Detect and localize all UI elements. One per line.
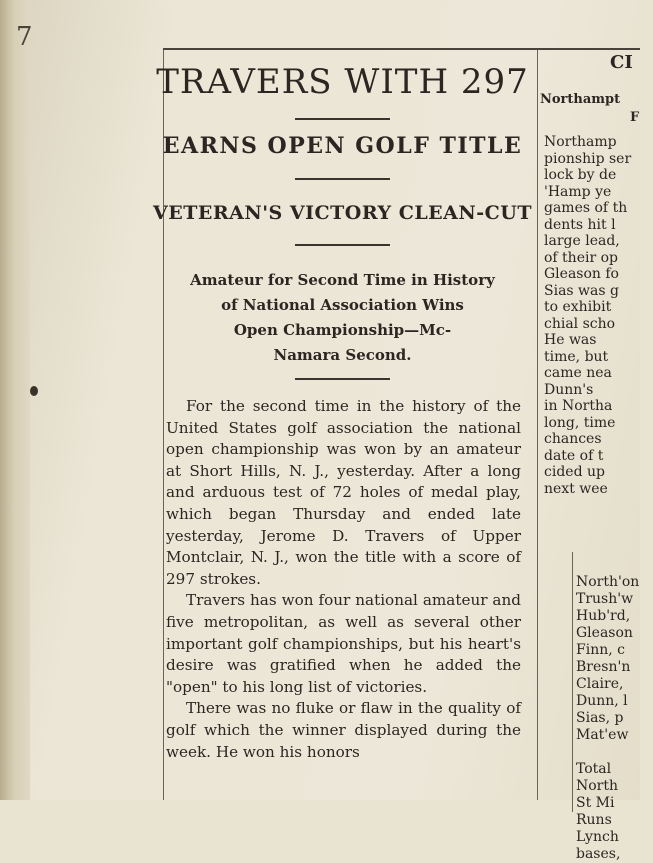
adjacent-line: games of th — [544, 200, 628, 216]
deck-3 — [150, 268, 535, 368]
adjacent-line: cided up — [544, 464, 605, 480]
adjacent-line: of their op — [544, 249, 618, 266]
adjacent-line: date of t — [544, 447, 604, 464]
adjacent-line: Finn, c — [576, 642, 625, 658]
adjacent-line: North — [576, 778, 619, 794]
headline: TRAVERS WITH 297 — [156, 62, 529, 102]
paragraph: There was no fluke or flaw in the quality of golf which the winner displayed during the week. He won his honors — [166, 699, 521, 761]
adjacent-line: large lead, — [544, 233, 620, 249]
article-column — [150, 52, 535, 763]
deck-3-line: Namara Second. — [273, 346, 412, 364]
adjacent-line: chances — [544, 431, 602, 447]
adjacent-line: He was — [544, 332, 597, 348]
adjacent-line: Dunn's — [544, 381, 594, 398]
top-column-rule — [163, 48, 640, 50]
adjacent-line: bases, — [576, 846, 621, 862]
adjacent-line: Claire, — [576, 676, 624, 692]
body-divider — [295, 378, 390, 380]
adjacent-line: 'Hamp ye — [544, 183, 612, 200]
adjacent-line: dents hit l — [544, 216, 616, 233]
deck-divider-2 — [295, 244, 390, 246]
center-column-rule — [537, 50, 538, 800]
adjacent-line: Sias, p — [576, 710, 624, 726]
box-score — [576, 574, 639, 863]
adjacent-line: Trush'w — [576, 591, 634, 607]
adjacent-line: Northamp — [544, 134, 617, 150]
adjacent-line: pionship ser — [544, 150, 632, 167]
adjacent-subhead-2: F — [630, 110, 640, 125]
deck-1: EARNS OPEN GOLF TITLE — [162, 133, 523, 159]
adjacent-heading: CI — [610, 52, 633, 73]
adjacent-line: chial scho — [544, 315, 616, 332]
deck-3-line: of National Association Wins — [221, 296, 464, 314]
adjacent-line: came nea — [544, 365, 612, 381]
handwritten-page-number: 7 — [16, 22, 33, 52]
adjacent-line: Total — [576, 761, 612, 777]
adjacent-line: in Northa — [544, 398, 613, 414]
adjacent-line — [576, 744, 639, 761]
deck-3-line: Open Championship—Mc- — [233, 321, 452, 339]
binding-hole — [30, 386, 38, 396]
adjacent-column — [540, 52, 640, 862]
adjacent-line: St Mi — [576, 795, 615, 811]
deck-3-line: Amateur for Second Time in History — [190, 271, 495, 289]
adjacent-text — [544, 134, 631, 497]
adjacent-subhead: Northampt — [540, 92, 621, 107]
adjacent-line: Sias was g — [544, 282, 619, 299]
adjacent-line: Gleason fo — [544, 266, 619, 282]
adjacent-line: Dunn, l — [576, 693, 628, 709]
paragraph: Travers has won four national amateur and five metropolitan, as well as several other important golf championships, but his heart's desire was gratified when he added the "open" to his long list of victories. — [166, 591, 521, 696]
article-body — [150, 396, 535, 763]
adjacent-line: long, time — [544, 414, 616, 431]
adjacent-line: Mat'ew — [576, 727, 629, 743]
adjacent-line: lock by de — [544, 167, 617, 183]
headline-divider — [295, 118, 390, 120]
adjacent-line: Hub'rd, — [576, 608, 631, 624]
adjacent-line: Bresn'n — [576, 659, 631, 675]
adjacent-line: North'on — [576, 574, 640, 590]
adjacent-line: Runs — [576, 812, 612, 828]
adjacent-line: Gleason — [576, 625, 633, 641]
adjacent-line: next wee — [544, 480, 608, 497]
adjacent-line: to exhibit — [544, 299, 612, 315]
adjacent-line: time, but — [544, 348, 609, 365]
paragraph: For the second time in the history of the United States golf association the national open championship was won by an amateur at Short Hills, N. J., yesterday. After a long and arduous test of 72 holes of medal play, which began Thursday and ended late yesterday, Jerome D. Travers of Upper Montclair, N. J., won the title with a score of 297 strokes. — [166, 397, 521, 588]
deck-divider-1 — [295, 178, 390, 180]
deck-2: VETERAN'S VICTORY CLEAN-CUT — [152, 202, 532, 224]
adjacent-line: Lynch — [576, 829, 619, 845]
